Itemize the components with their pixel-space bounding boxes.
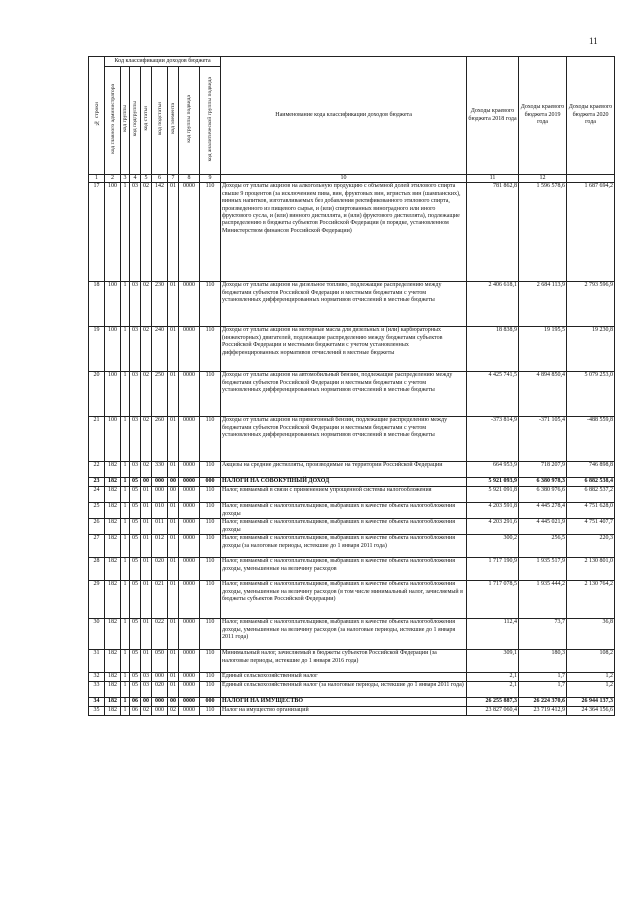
revenue-2020-cell: 108,2 <box>567 650 615 673</box>
code-cell: 1 <box>121 581 130 619</box>
code-cell: 05 <box>130 535 141 558</box>
name-cell: Единый сельскохозяйственный налог (за налоговые периоды, истекшие до 1 января 2011 года) <box>221 682 467 698</box>
name-cell: Налог, взимаемый с налогоплательщиков, выбравших в качестве объекта налогообложения доходы (за налоговые периоды, истекшие до 1 января 2011 года) <box>221 535 467 558</box>
revenue-2019-cell: 6 380 976,6 <box>519 487 567 503</box>
table-row <box>89 372 615 417</box>
code-cell: 182 <box>105 581 121 619</box>
code-cell: 110 <box>200 673 221 682</box>
revenue-2018-cell: 2 406 618,1 <box>467 282 519 327</box>
revenue-2018-cell: 4 203 591,8 <box>467 503 519 519</box>
row-number-cell: 33 <box>89 682 105 698</box>
code-cell: 142 <box>152 183 168 282</box>
code-cell: 260 <box>152 417 168 462</box>
revenue-2020-cell: 36,8 <box>567 619 615 650</box>
table-row <box>89 282 615 327</box>
revenue-2018-cell: 309,1 <box>467 650 519 673</box>
table-row <box>89 327 615 372</box>
code-cell: 1 <box>121 673 130 682</box>
code-cell: 03 <box>141 673 152 682</box>
code-cell: 182 <box>105 698 121 707</box>
code-cell: 1 <box>121 698 130 707</box>
code-cell: 02 <box>141 707 152 716</box>
code-cell: 1 <box>121 619 130 650</box>
row-number-cell: 23 <box>89 478 105 487</box>
code-cell: 0000 <box>179 462 200 478</box>
revenue-2020-cell: -488 559,8 <box>567 417 615 462</box>
revenue-2019-header: Доходы краевого бюджета 2019 года <box>519 57 567 175</box>
row-number-cell: 30 <box>89 619 105 650</box>
code-cell: 012 <box>152 535 168 558</box>
code-cell: 01 <box>141 503 152 519</box>
name-cell: Акцизы на средние дистилляты, производимые на территории Российской Федерации <box>221 462 467 478</box>
code-cell: 182 <box>105 558 121 581</box>
code-cell: 110 <box>200 619 221 650</box>
code-cell: 01 <box>168 673 179 682</box>
code-cell: 250 <box>152 372 168 417</box>
revenue-2019-cell: 19 195,5 <box>519 327 567 372</box>
code-cell: 0000 <box>179 487 200 503</box>
revenue-2019-cell: 180,3 <box>519 650 567 673</box>
name-cell: Налог, взимаемый с налогоплательщиков, выбравших в качестве объекта налогообложения доходы, уменьшенные на величину расходов <box>221 558 467 581</box>
code-cell: 03 <box>130 327 141 372</box>
code-cell: 000 <box>200 698 221 707</box>
name-cell: Минимальный налог, зачисляемый в бюджеты субъектов Российской Федерации (за налоговые периоды, истекшие до 1 января 2016 года) <box>221 650 467 673</box>
table-row <box>89 619 615 650</box>
revenue-2020-cell: 2 130 764,2 <box>567 581 615 619</box>
table-row <box>89 462 615 478</box>
budget-revenue-table <box>88 56 615 716</box>
code-cell: 05 <box>130 519 141 535</box>
code-col-header: код главного администратора <box>105 67 121 175</box>
code-cell: 000 <box>152 673 168 682</box>
row-number-cell: 20 <box>89 372 105 417</box>
code-col-header: код группы подвида <box>179 67 200 175</box>
code-col-header: код аналитической группы подвида <box>200 67 221 175</box>
code-cell: 110 <box>200 682 221 698</box>
code-cell: 01 <box>141 487 152 503</box>
code-cell: 110 <box>200 503 221 519</box>
table-row <box>89 535 615 558</box>
code-cell: 020 <box>152 682 168 698</box>
revenue-2019-cell: 1 935 444,2 <box>519 581 567 619</box>
name-cell: Налог, взимаемый с налогоплательщиков, выбравших в качестве объекта налогообложения доходы, уменьшенные на величину расходов (за налоговые периоды, истекшие до 1 января 2011 года) <box>221 619 467 650</box>
revenue-2018-cell: 4 425 741,5 <box>467 372 519 417</box>
code-col-header: код статьи <box>141 67 152 175</box>
revenue-2018-cell: 2,1 <box>467 673 519 682</box>
code-cell: 00 <box>141 698 152 707</box>
revenue-2018-cell: 5 921 091,8 <box>467 487 519 503</box>
revenue-2020-cell: 19 230,8 <box>567 327 615 372</box>
row-number-cell: 28 <box>89 558 105 581</box>
code-cell: 0000 <box>179 417 200 462</box>
table-row <box>89 707 615 716</box>
code-cell: 01 <box>168 183 179 282</box>
code-cell: 01 <box>141 535 152 558</box>
revenue-2019-cell: 256,5 <box>519 535 567 558</box>
code-cell: 021 <box>152 581 168 619</box>
revenue-2019-cell: -371 105,4 <box>519 417 567 462</box>
code-cell: 330 <box>152 462 168 478</box>
name-cell: Налог на имущество организаций <box>221 707 467 716</box>
code-cell: 182 <box>105 619 121 650</box>
code-cell: 01 <box>168 503 179 519</box>
code-cell: 100 <box>105 183 121 282</box>
revenue-2020-header: Доходы краевого бюджета 2020 года <box>567 57 615 175</box>
code-cell: 0000 <box>179 282 200 327</box>
code-cell: 1 <box>121 183 130 282</box>
table-row <box>89 503 615 519</box>
code-cell: 1 <box>121 650 130 673</box>
code-cell: 01 <box>168 282 179 327</box>
code-col-header: код подгруппы <box>130 67 141 175</box>
code-cell: 05 <box>130 682 141 698</box>
revenue-2020-cell: 6 882 538,4 <box>567 478 615 487</box>
code-cell: 0000 <box>179 619 200 650</box>
classification-code-header: Код классификации доходов бюджета <box>105 57 221 67</box>
code-cell: 022 <box>152 619 168 650</box>
table-row <box>89 487 615 503</box>
code-cell: 110 <box>200 581 221 619</box>
code-cell: 02 <box>141 417 152 462</box>
code-cell: 0000 <box>179 698 200 707</box>
revenue-2019-cell: 4 894 850,4 <box>519 372 567 417</box>
code-cell: 01 <box>168 619 179 650</box>
row-number-cell: 18 <box>89 282 105 327</box>
revenue-2019-cell: 2 684 113,9 <box>519 282 567 327</box>
code-cell: 01 <box>168 558 179 581</box>
revenue-2020-cell: 6 882 537,2 <box>567 487 615 503</box>
code-cell: 000 <box>200 478 221 487</box>
code-cell: 230 <box>152 282 168 327</box>
code-cell: 1 <box>121 519 130 535</box>
code-cell: 1 <box>121 478 130 487</box>
revenue-2019-cell: 718 207,9 <box>519 462 567 478</box>
row-number-header: № строки <box>89 57 105 175</box>
code-cell: 110 <box>200 417 221 462</box>
name-cell: Доходы от уплаты акцизов на моторные масла для дизельных и (или) карбюраторных (инжекторных) двигателей, подлежащие распределению между бюджетами субъектов Российской Федерации и местными бюджетами с учетом установленных дифференцированных нормативов отчислений в местные бюджеты <box>221 327 467 372</box>
code-cell: 182 <box>105 673 121 682</box>
name-cell: Доходы от уплаты акцизов на алкогольную продукцию с объемной долей этилового спирта свыше 9 процентов (за исключением пива, вин, фруктовых вин, игристых вин (шампанских), винных напитков, изготавливаемых без добавления ректификованного этилового спирта, произведенного из пищевого сырья, и (или) спиртованных виноградного или иного фруктового сусла, и (или) винного дистиллята, и (или) фруктового дистиллята), подлежащие распределению в бюджеты субъектов Российской Федерации (в порядке, установленном Министерством финансов Российской Федерации) <box>221 183 467 282</box>
code-cell: 182 <box>105 487 121 503</box>
revenue-2020-cell: 2 793 596,9 <box>567 282 615 327</box>
revenue-2020-cell: 4 751 628,0 <box>567 503 615 519</box>
revenue-2020-cell: 4 751 407,7 <box>567 519 615 535</box>
code-cell: 00 <box>168 698 179 707</box>
revenue-2018-cell: 112,4 <box>467 619 519 650</box>
code-cell: 0000 <box>179 503 200 519</box>
code-cell: 182 <box>105 707 121 716</box>
code-cell: 110 <box>200 487 221 503</box>
code-cell: 05 <box>130 558 141 581</box>
name-cell: НАЛОГИ НА ИМУЩЕСТВО <box>221 698 467 707</box>
revenue-2019-cell: 1 935 517,9 <box>519 558 567 581</box>
code-cell: 01 <box>141 519 152 535</box>
code-cell: 1 <box>121 327 130 372</box>
code-cell: 01 <box>141 619 152 650</box>
code-cell: 000 <box>152 487 168 503</box>
name-cell: Доходы от уплаты акцизов на автомобильный бензин, подлежащие распределению между бюджетами субъектов Российской Федерации и местными бюджетами с учетом установленных дифференцированных нормативов отчислений в местные бюджеты <box>221 372 467 417</box>
revenue-2020-cell: 746 898,8 <box>567 462 615 478</box>
code-cell: 0000 <box>179 682 200 698</box>
row-number-cell: 25 <box>89 503 105 519</box>
code-cell: 110 <box>200 707 221 716</box>
revenue-2020-cell: 5 079 253,0 <box>567 372 615 417</box>
table-row <box>89 673 615 682</box>
code-cell: 110 <box>200 462 221 478</box>
row-number-cell: 26 <box>89 519 105 535</box>
revenue-2019-cell: 23 719 412,9 <box>519 707 567 716</box>
code-cell: 110 <box>200 558 221 581</box>
code-cell: 182 <box>105 503 121 519</box>
row-number-cell: 32 <box>89 673 105 682</box>
revenue-2020-cell: 24 364 156,6 <box>567 707 615 716</box>
name-cell: Единый сельскохозяйственный налог <box>221 673 467 682</box>
code-col-header: код элемента <box>168 67 179 175</box>
code-col-header: код группы <box>121 67 130 175</box>
code-cell: 100 <box>105 282 121 327</box>
code-cell: 05 <box>130 650 141 673</box>
revenue-2020-cell: 2 130 801,0 <box>567 558 615 581</box>
name-cell: Доходы от уплаты акцизов на дизельное топливо, подлежащие распределению между бюджетами субъектов Российской Федерации и местными бюджетами с учетом установленных дифференцированных нормативов отчислений в местные бюджеты <box>221 282 467 327</box>
code-cell: 110 <box>200 372 221 417</box>
code-cell: 03 <box>141 682 152 698</box>
code-cell: 1 <box>121 707 130 716</box>
code-cell: 01 <box>168 327 179 372</box>
code-cell: 00 <box>141 478 152 487</box>
code-cell: 0000 <box>179 707 200 716</box>
revenue-2018-cell: 23 827 060,4 <box>467 707 519 716</box>
row-number-cell: 31 <box>89 650 105 673</box>
code-cell: 182 <box>105 535 121 558</box>
code-cell: 0000 <box>179 558 200 581</box>
row-number-cell: 35 <box>89 707 105 716</box>
revenue-2019-cell: 73,7 <box>519 619 567 650</box>
row-number-cell: 22 <box>89 462 105 478</box>
row-number-cell: 24 <box>89 487 105 503</box>
row-number-cell: 34 <box>89 698 105 707</box>
code-cell: 011 <box>152 519 168 535</box>
code-cell: 02 <box>168 707 179 716</box>
code-cell: 01 <box>168 682 179 698</box>
name-cell: Налог, взимаемый с налогоплательщиков, выбравших в качестве объекта налогообложения доходы, уменьшенные на величину расходов (в том числе минимальный налог, зачисляемый в бюджеты субъектов Российской Федерации) <box>221 581 467 619</box>
table-row <box>89 417 615 462</box>
code-cell: 110 <box>200 519 221 535</box>
revenue-2018-cell: 781 862,8 <box>467 183 519 282</box>
revenue-2019-cell: 1,7 <box>519 673 567 682</box>
name-cell: Налог, взимаемый с налогоплательщиков, выбравших в качестве объекта налогообложения доходы <box>221 503 467 519</box>
revenue-2018-cell: 300,2 <box>467 535 519 558</box>
revenue-2020-cell: 1,2 <box>567 673 615 682</box>
name-header: Наименование кода классификации доходов бюджета <box>221 57 467 175</box>
code-col-header: код подстатьи <box>152 67 168 175</box>
code-cell: 0000 <box>179 650 200 673</box>
code-cell: 01 <box>141 650 152 673</box>
name-cell: Налог, взимаемый в связи с применением упрощенной системы налогообложения <box>221 487 467 503</box>
code-cell: 01 <box>141 581 152 619</box>
revenue-2018-cell: 18 838,9 <box>467 327 519 372</box>
code-cell: 1 <box>121 372 130 417</box>
code-cell: 050 <box>152 650 168 673</box>
code-cell: 1 <box>121 535 130 558</box>
code-cell: 100 <box>105 327 121 372</box>
revenue-2019-cell: 1 596 578,6 <box>519 183 567 282</box>
code-cell: 01 <box>168 581 179 619</box>
row-number-cell: 19 <box>89 327 105 372</box>
table-row <box>89 581 615 619</box>
code-cell: 240 <box>152 327 168 372</box>
row-number-cell: 29 <box>89 581 105 619</box>
code-cell: 0000 <box>179 673 200 682</box>
revenue-2018-header: Доходы краевого бюджета 2018 года <box>467 57 519 175</box>
code-cell: 05 <box>130 673 141 682</box>
code-cell: 0000 <box>179 581 200 619</box>
code-cell: 110 <box>200 327 221 372</box>
code-cell: 0000 <box>179 183 200 282</box>
code-cell: 1 <box>121 462 130 478</box>
code-cell: 01 <box>168 417 179 462</box>
code-cell: 1 <box>121 417 130 462</box>
revenue-2018-cell: 2,1 <box>467 682 519 698</box>
revenue-2018-cell: 664 953,9 <box>467 462 519 478</box>
code-cell: 01 <box>168 462 179 478</box>
code-cell: 05 <box>130 487 141 503</box>
code-cell: 0000 <box>179 478 200 487</box>
revenue-2020-cell: 26 944 137,3 <box>567 698 615 707</box>
code-cell: 05 <box>130 581 141 619</box>
code-cell: 182 <box>105 519 121 535</box>
revenue-2018-cell: 1 717 190,9 <box>467 558 519 581</box>
code-cell: 0000 <box>179 372 200 417</box>
revenue-2019-cell: 26 224 370,6 <box>519 698 567 707</box>
table-row <box>89 698 615 707</box>
code-cell: 000 <box>152 478 168 487</box>
code-cell: 00 <box>168 487 179 503</box>
code-cell: 02 <box>141 282 152 327</box>
revenue-2018-cell: 26 255 887,3 <box>467 698 519 707</box>
code-cell: 100 <box>105 372 121 417</box>
code-cell: 110 <box>200 650 221 673</box>
row-number-cell: 17 <box>89 183 105 282</box>
code-cell: 110 <box>200 535 221 558</box>
revenue-2018-cell: 4 203 291,6 <box>467 519 519 535</box>
row-number-cell: 27 <box>89 535 105 558</box>
revenue-2019-cell: 4 445 278,4 <box>519 503 567 519</box>
revenue-2018-cell: 5 921 093,9 <box>467 478 519 487</box>
code-cell: 06 <box>130 698 141 707</box>
code-cell: 01 <box>168 372 179 417</box>
table-row <box>89 682 615 698</box>
code-cell: 01 <box>168 519 179 535</box>
code-cell: 01 <box>141 558 152 581</box>
code-cell: 03 <box>130 417 141 462</box>
code-cell: 03 <box>130 183 141 282</box>
code-cell: 1 <box>121 558 130 581</box>
code-cell: 0000 <box>179 327 200 372</box>
code-cell: 05 <box>130 478 141 487</box>
table-row <box>89 519 615 535</box>
table-row <box>89 558 615 581</box>
page-number: 11 <box>589 36 598 46</box>
code-cell: 00 <box>168 478 179 487</box>
code-cell: 02 <box>141 462 152 478</box>
row-number-cell: 21 <box>89 417 105 462</box>
code-cell: 05 <box>130 503 141 519</box>
code-cell: 000 <box>152 707 168 716</box>
code-cell: 06 <box>130 707 141 716</box>
code-cell: 100 <box>105 417 121 462</box>
code-cell: 182 <box>105 462 121 478</box>
code-cell: 02 <box>141 183 152 282</box>
code-cell: 03 <box>130 462 141 478</box>
table-row <box>89 183 615 282</box>
code-cell: 03 <box>130 282 141 327</box>
code-cell: 01 <box>168 535 179 558</box>
revenue-2019-cell: 4 445 021,9 <box>519 519 567 535</box>
revenue-2020-cell: 1 687 694,2 <box>567 183 615 282</box>
revenue-2018-cell: -373 814,9 <box>467 417 519 462</box>
code-cell: 020 <box>152 558 168 581</box>
code-cell: 03 <box>130 372 141 417</box>
code-cell: 1 <box>121 503 130 519</box>
code-cell: 05 <box>130 619 141 650</box>
name-cell: НАЛОГИ НА СОВОКУПНЫЙ ДОХОД <box>221 478 467 487</box>
code-cell: 010 <box>152 503 168 519</box>
code-cell: 182 <box>105 650 121 673</box>
column-numbers-row: 1 2 3 4 5 6 7 8 9 10 11 12 <box>89 175 615 183</box>
code-cell: 1 <box>121 682 130 698</box>
name-cell: Доходы от уплаты акцизов на прямогонный бензин, подлежащие распределению между бюджетами субъектов Российской Федерации и местными бюджетами с учетом установленных дифференцированных нормативов отчислений в местные бюджеты <box>221 417 467 462</box>
revenue-2019-cell: 6 380 978,3 <box>519 478 567 487</box>
revenue-2019-cell: 1,7 <box>519 682 567 698</box>
code-cell: 000 <box>152 698 168 707</box>
code-cell: 02 <box>141 327 152 372</box>
table-row <box>89 478 615 487</box>
code-cell: 0000 <box>179 535 200 558</box>
code-cell: 02 <box>141 372 152 417</box>
code-cell: 01 <box>168 650 179 673</box>
code-cell: 1 <box>121 487 130 503</box>
revenue-2020-cell: 1,2 <box>567 682 615 698</box>
table-row <box>89 650 615 673</box>
revenue-2020-cell: 220,3 <box>567 535 615 558</box>
code-cell: 1 <box>121 282 130 327</box>
code-cell: 110 <box>200 183 221 282</box>
code-cell: 0000 <box>179 519 200 535</box>
code-cell: 110 <box>200 282 221 327</box>
code-cell: 182 <box>105 478 121 487</box>
code-cell: 182 <box>105 682 121 698</box>
revenue-2018-cell: 1 717 078,5 <box>467 581 519 619</box>
name-cell: Налог, взимаемый с налогоплательщиков, выбравших в качестве объекта налогообложения доходы <box>221 519 467 535</box>
